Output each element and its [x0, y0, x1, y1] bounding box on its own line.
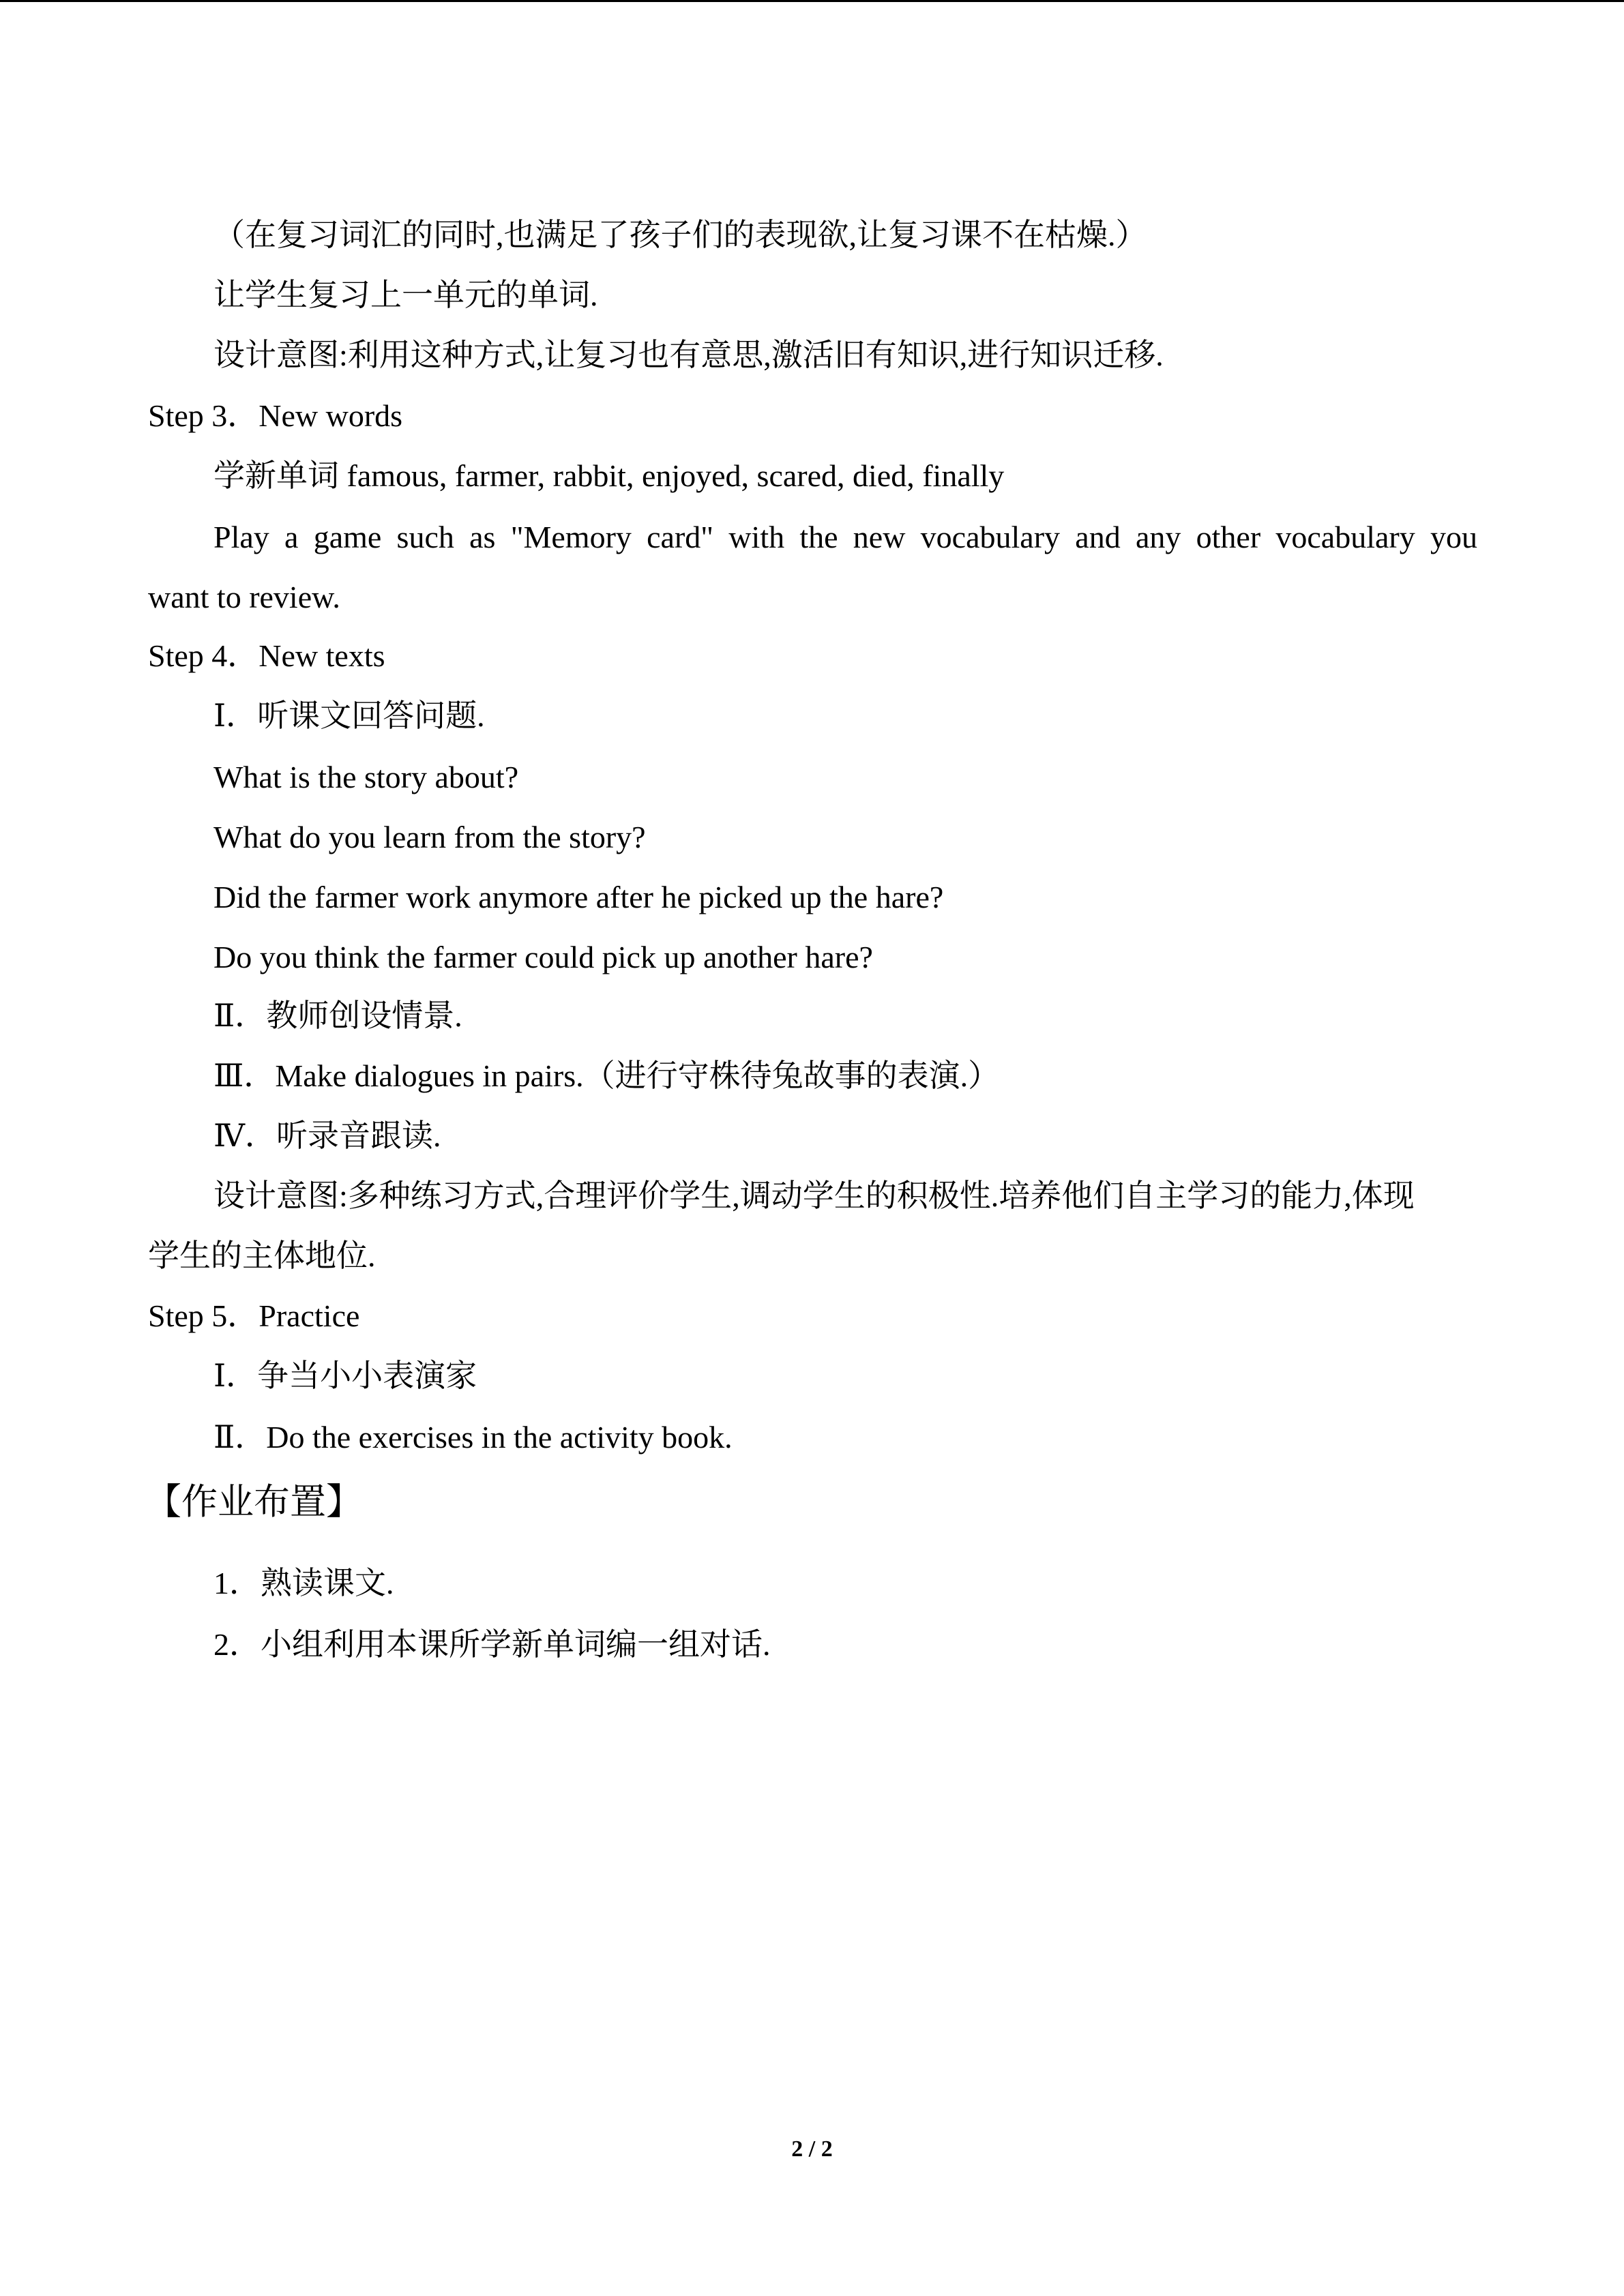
review-note: （在复习词汇的同时,也满足了孩子们的表现欲,让复习课不在枯燥.） [213, 218, 1147, 252]
homework-heading: 【作业布置】 [145, 1481, 362, 1523]
question-3: Did the farmer work anymore after he picked up the hare? [213, 880, 944, 914]
step-4-heading: Step 4．New texts [148, 638, 385, 673]
memory-card-game-line-2: want to review. [148, 580, 340, 614]
activity-book-item: Ⅱ．Do the exercises in the activity book. [213, 1420, 733, 1455]
homework-item-2: 2．小组利用本课所学新单词编一组对话. [213, 1627, 771, 1662]
step-3-heading: Step 3．New words [148, 398, 403, 433]
memory-card-game-line-1: Play a game such as "Memory card" with the new vocabulary and any other vocabulary you [213, 520, 1477, 554]
question-1: What is the story about? [213, 760, 519, 794]
listen-answer-item: Ⅰ．听课文回答问题. [213, 698, 485, 733]
new-words-list: 学新单词 famous, farmer, rabbit, enjoyed, scared, died, finally [213, 458, 1005, 493]
performer-item: Ⅰ．争当小小表演家 [213, 1358, 477, 1393]
review-instruction: 让学生复习上一单元的单词. [213, 278, 598, 312]
design-intent-practice-line-1: 设计意图:多种练习方式,合理评价学生,调动学生的积极性.培养他们自主学习的能力,体现 [213, 1178, 1415, 1213]
homework-item-1: 1．熟读课文. [213, 1566, 394, 1600]
page-number: 2 / 2 [791, 2136, 833, 2162]
design-intent-practice-line-2: 学生的主体地位. [148, 1238, 376, 1273]
listen-repeat-item: Ⅳ．听录音跟读. [213, 1118, 441, 1153]
step-5-heading: Step 5．Practice [148, 1298, 360, 1333]
question-4: Do you think the farmer could pick up another hare? [213, 940, 873, 974]
design-intent-review: 设计意图:利用这种方式,让复习也有意思,激活旧有知识,进行知识迁移. [213, 338, 1164, 372]
question-2: What do you learn from the story? [213, 820, 646, 854]
dialogue-pairs-item: Ⅲ．Make dialogues in pairs.（进行守株待兔故事的表演.） [213, 1058, 1000, 1093]
page-top-border [0, 0, 1624, 2]
teacher-scenario-item: Ⅱ．教师创设情景. [213, 998, 462, 1033]
